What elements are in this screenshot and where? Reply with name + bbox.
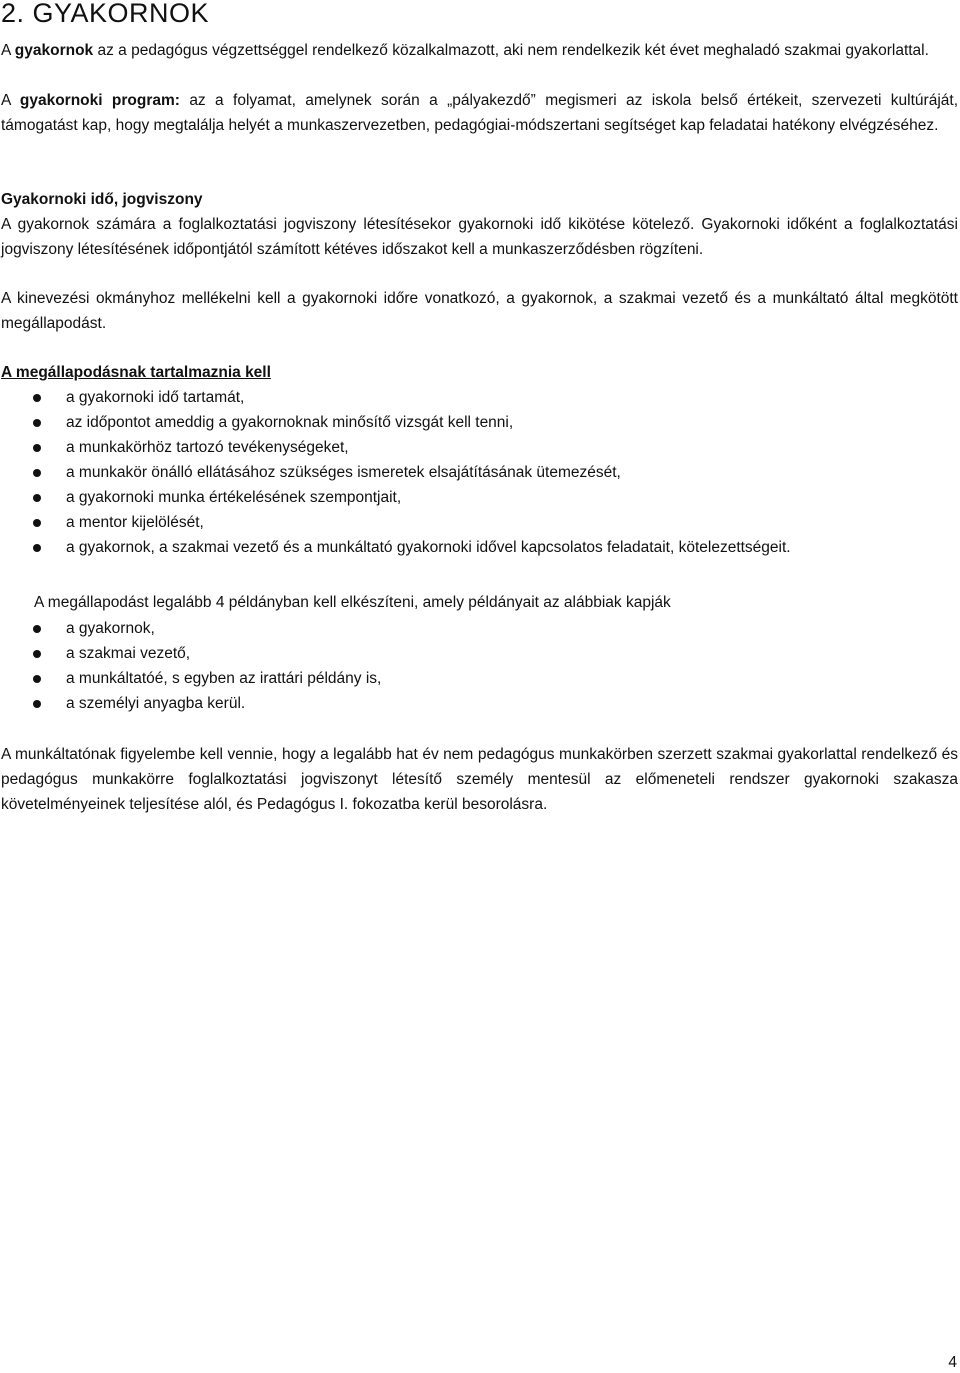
list-item: a munkakörhöz tartozó tevékenységeket,: [0, 435, 957, 460]
list-item: a szakmai vezető,: [0, 641, 957, 666]
list-item: a mentor kijelölését,: [0, 510, 957, 535]
program-term: gyakornoki program:: [19, 92, 180, 109]
section-megallapodas-title: A megállapodásnak tartalmaznia kell: [1, 364, 271, 381]
section-ido-paragraph-1: A gyakornok számára a foglalkoztatási jogviszony létesítésekor gyakornoki idő kikötése kötelező. Gyakornoki időként a foglalkoztatási jogviszony létesítésének időpontjától számított kétéves időszakot kell a munkaszerződésben rögzíteni.: [1, 216, 958, 258]
list-item: a gyakornok, a szakmai vezető és a munkáltató gyakornoki idővel kapcsolatos feladatait, kötelezettségeit.: [0, 535, 957, 560]
gyakornok-term: gyakornok: [14, 42, 94, 59]
gyakornok-rest: az a pedagógus végzettséggel rendelkező közalkalmazott, aki nem rendelkezik két évet meghaladó szakmai gyakorlattal.: [93, 42, 929, 59]
gyakornok-definition: [1, 38, 958, 63]
gyakornok-lead: A: [1, 42, 15, 59]
megallapodas-list: [0, 385, 957, 560]
list-item: a munkakör önálló ellátásához szükséges ismeretek elsajátításának ütemezését,: [0, 460, 957, 485]
section-peldany-intro: A megállapodást legalább 4 példányban kell elkészíteni, amely példányait az alábbiak kapják: [34, 594, 671, 611]
peldany-list: [0, 616, 957, 716]
page-heading: 2. GYAKORNOK: [1, 0, 210, 28]
section-ido-title: Gyakornoki idő, jogviszony: [1, 191, 203, 208]
program-rest: az a folyamat, amelynek során a „pályakezdő” megismeri az iskola belső értékeit, szervezeti kultúráját, támogatást kap, hogy megtalálja helyét a munkaszervezetben, pedagógiai-módszertani segítséget kap feladatai hatékony elvégzéséhez.: [1, 92, 959, 134]
list-item: a személyi anyagba kerül.: [0, 691, 957, 716]
list-item: az időpontot ameddig a gyakornoknak minősítő vizsgát kell tenni,: [0, 410, 957, 435]
list-item: a gyakornok,: [0, 616, 957, 641]
program-lead: A: [1, 92, 20, 109]
closing-paragraph: A munkáltatónak figyelembe kell vennie, hogy a legalább hat év nem pedagógus munkakörben szerzett szakmai gyakorlattal rendelkező és pedagógus munkakörre foglalkoztatási jogviszonyt létesítő személy mentesül az előmeneteli rendszer gyakornoki szakasza követelményeinek teljesítése alól, és Pedagógus I. fokozatba kerül besorolásra.: [1, 746, 958, 813]
page-number: 4: [948, 1354, 957, 1371]
list-item: a gyakornoki idő tartamát,: [0, 385, 957, 410]
section-ido-paragraph-2: A kinevezési okmányhoz mellékelni kell a gyakornoki időre vonatkozó, a gyakornok, a szakmai vezető és a munkáltató által megkötött megállapodást.: [1, 290, 958, 332]
program-definition: [1, 88, 958, 138]
list-item: a gyakornoki munka értékelésének szempontjait,: [0, 485, 957, 510]
list-item: a munkáltatóé, s egyben az irattári példány is,: [0, 666, 957, 691]
